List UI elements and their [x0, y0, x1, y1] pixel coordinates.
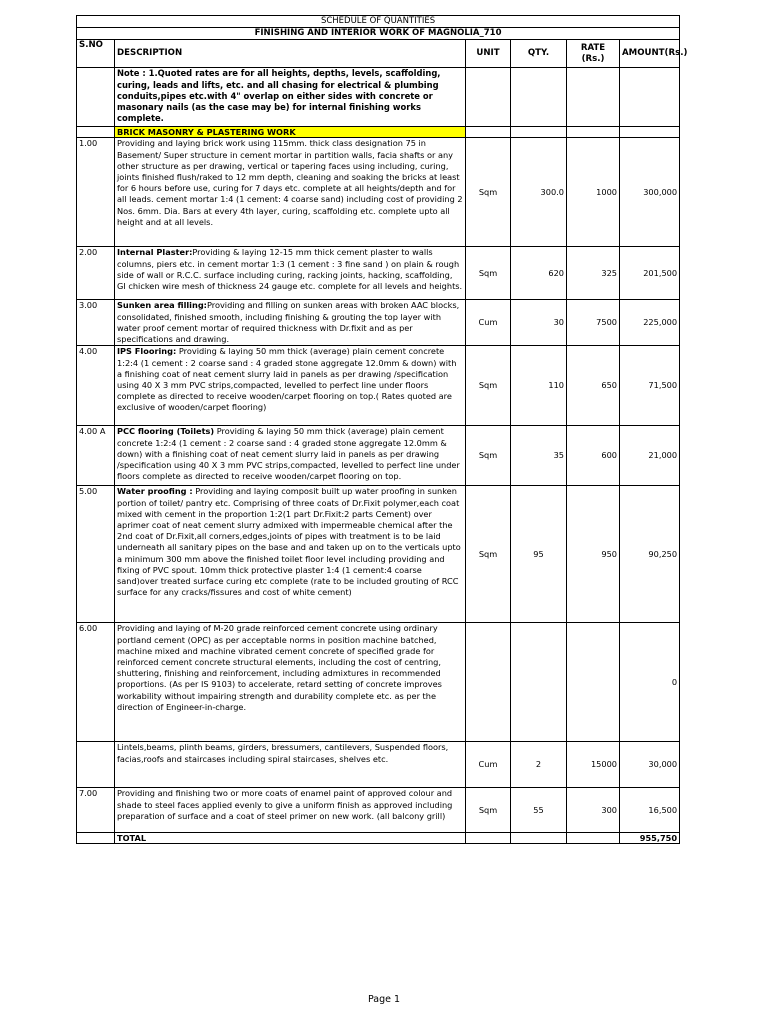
- table-row: [77, 247, 680, 300]
- item-qty: [511, 623, 567, 742]
- item-sno: 3.00: [77, 300, 115, 346]
- item-text: Providing and laying composit built up water proofing in sunken portion of toilet/ pantry etc. Comprising of three coats of Dr.Fixit polymer,each coat mixed with cement in the proportion 1:2(1 part Dr.Fixit:2 parts Cement) over aprimer coat of neat cement slurry admixed with impermeable chemical after the 2nd coat of Dr.Fixit,all corners,edges,joints of pipes with treatment is to be laid underneath all sanitary pipes on the base and and taken up on to the verticals upto a minimum 300 mm above the finished toilet floor level including providing and fixing of PVC spout. 10mm thick protective plaster 1:4 (1 cement:4 coarse sand)over treated surface curing etc complete (rate to be included grouting of RCC surface for any cracks/fissures and cost of white cement): [117, 486, 461, 598]
- table-row: [77, 138, 680, 247]
- item-unit: Sqm: [466, 247, 511, 300]
- item-unit: Sqm: [466, 346, 511, 426]
- item-lead: Internal Plaster:: [117, 247, 193, 258]
- item-text: Providing & laying 50 mm thick (average) plain cement concrete 1:2:4 (1 cement : 2 coarse sand : 4 graded stone aggregate 12.0mm & down) with a finishing coat of neat cement slurry laid in panels as per drawing /specification using 40 X 3 mm PVC strips,compacted, levelled to perfect line under floors complete as directed to receive wooden/carpet flooring on top.: [117, 426, 460, 482]
- table-row: [77, 426, 680, 486]
- item-sno: 5.00: [77, 486, 115, 623]
- item-description: [117, 788, 463, 832]
- section-row: [77, 127, 680, 138]
- item-qty: 35: [511, 426, 567, 486]
- table-row: [77, 486, 680, 623]
- total-row: [77, 833, 680, 844]
- item-text: Providing and laying brick work using 115mm. thick class designation 75 in Basement/ Super structure in cement mortar in partition walls, facia shafts or any other structure as per drawing, vertical or tapering faces using including, curing, joints finished flush/raked to 12 mm depth, cleaning and soaking the bricks at least for 6 hours before use, curing for 7 days etc. complete at all heights/depth and for all leads. cement mortar 1:4 (1 cement: 4 coarse sand) including cost of providing 2 Nos. 6mm. Dia. Bars at every 4th layer, curing, scaffolding etc. complete upto all height and at all levels.: [117, 138, 463, 227]
- item-unit: Sqm: [466, 138, 511, 247]
- item-rate: 325: [567, 247, 620, 300]
- item-sno: 4.00: [77, 346, 115, 426]
- header-sno: S.NO: [77, 40, 115, 68]
- boq-table: [76, 15, 688, 844]
- item-qty: 30: [511, 300, 567, 346]
- item-sno: 2.00: [77, 247, 115, 300]
- item-description: [117, 742, 463, 787]
- item-sno: 1.00: [77, 138, 115, 247]
- header-description: DESCRIPTION: [115, 40, 466, 68]
- item-amount: 16,500: [620, 788, 680, 833]
- item-description: [117, 247, 463, 299]
- item-text: Lintels,beams, plinth beams, girders, bressumers, cantilevers, Suspended floors, facias,roofs and staircases including spiral staircases, shelves etc.: [117, 742, 449, 764]
- header-row: [77, 40, 680, 68]
- note-text: Note : 1.Quoted rates are for all heights, depths, levels, scaffolding, curing, leads and lifts, etc. and all chasing for electrical & plumbing conduits,pipes etc.with 4" overlap on either sides with concrete or masonary nails (as the case may be) for internal finishing works complete.: [117, 68, 441, 124]
- item-sno: [77, 742, 115, 788]
- item-unit: Cum: [466, 742, 511, 788]
- schedule-title: SCHEDULE OF QUANTITIES: [77, 16, 680, 28]
- item-qty: 620: [511, 247, 567, 300]
- table-row: [77, 623, 680, 742]
- item-description: [117, 426, 463, 485]
- item-amount: 90,250: [620, 486, 680, 623]
- item-rate: 15000: [567, 742, 620, 788]
- item-amount: 21,000: [620, 426, 680, 486]
- item-rate: [567, 623, 620, 742]
- item-description: [117, 623, 463, 741]
- header-amount: AMOUNT(Rs.): [620, 40, 680, 68]
- section-title: BRICK MASONRY & PLASTERING WORK: [115, 127, 466, 138]
- item-qty: 300.0: [511, 138, 567, 247]
- item-unit: [466, 623, 511, 742]
- item-sno: 6.00: [77, 623, 115, 742]
- item-description: [117, 138, 463, 246]
- item-rate: 7500: [567, 300, 620, 346]
- header-unit: UNIT: [466, 40, 511, 68]
- item-sno: 4.00 A: [77, 426, 115, 486]
- table-row: [77, 742, 680, 788]
- item-rate: 1000: [567, 138, 620, 247]
- item-rate: 650: [567, 346, 620, 426]
- item-amount: 300,000: [620, 138, 680, 247]
- item-unit: Sqm: [466, 486, 511, 623]
- item-text: Providing and laying of M-20 grade reinforced cement concrete using ordinary portland cement (OPC) as per acceptable norms in position machine batched, machine mixed and machine vibrated cement concrete of specified grade for reinforced cement concrete structural elements, including the cost of centring, shuttering, finishing and reinforcement, including admixtures in recommended proportions. (As per IS 9103) to accelerate, retard setting of concrete improves workability without impairing strength and durability complete etc. as per the direction of Engineer-in-charge.: [117, 623, 442, 712]
- header-qty: QTY.: [511, 40, 567, 68]
- item-lead: IPS Flooring:: [117, 346, 177, 357]
- item-qty: 95: [511, 486, 567, 623]
- item-qty: 55: [511, 788, 567, 833]
- item-qty: 2: [511, 742, 567, 788]
- item-description: [117, 346, 463, 425]
- table-row: [77, 788, 680, 833]
- item-unit: Sqm: [466, 426, 511, 486]
- table-row: [77, 346, 680, 426]
- item-unit: Sqm: [466, 788, 511, 833]
- item-description: [117, 300, 463, 345]
- item-amount: 30,000: [620, 742, 680, 788]
- total-amount: 955,750: [620, 833, 680, 844]
- item-rate: 300: [567, 788, 620, 833]
- item-text: Providing & laying 50 mm thick (average) plain cement concrete 1:2:4 (1 cement : 2 coarse sand : 4 graded stone aggregate 12.0mm & down) with a finishing coat of neat cement slurry laid in panels as per drawing /specification using 40 X 3 mm PVC strips,compacted, levelled to perfect line under floors complete as directed to receive wooden/carpet flooring on top.( Rates quoted are exclusive of wooden/carpet flooring): [117, 346, 457, 413]
- item-unit: Cum: [466, 300, 511, 346]
- item-rate: 600: [567, 426, 620, 486]
- item-amount: 201,500: [620, 247, 680, 300]
- total-label: TOTAL: [115, 833, 466, 844]
- header-rate: RATE (Rs.): [567, 40, 620, 68]
- item-lead: PCC flooring (Toilets): [117, 426, 215, 437]
- item-lead: Sunken area filling:: [117, 300, 207, 311]
- item-qty: 110: [511, 346, 567, 426]
- item-rate: 950: [567, 486, 620, 623]
- item-description: [117, 486, 463, 622]
- page-number: Page 1: [367, 994, 401, 1005]
- note-row: [77, 68, 680, 127]
- item-amount: 0: [620, 623, 680, 742]
- item-text: Providing and filling on sunken areas with broken AAC blocks, consolidated, finished smooth, including finishing & grouting the top layer with water proof cement mortar of required thickness with Dr.fixit and as per specifications and drawing.: [117, 300, 460, 345]
- item-text: Providing & laying 12-15 mm thick cement plaster to walls columns, piers etc. in cement mortar 1:3 (1 cement : 3 fine sand ) on plain & rough side of wall or R.C.C. surface including curing, racking joints, hacking, scaffolding, GI chicken wire mesh of thickness 24 gauge etc. complete for all levels and heights.: [117, 247, 463, 292]
- table-row: [77, 300, 680, 346]
- item-lead: Water proofing :: [117, 486, 193, 497]
- item-amount: 71,500: [620, 346, 680, 426]
- item-amount: 225,000: [620, 300, 680, 346]
- project-title: FINISHING AND INTERIOR WORK OF MAGNOLIA_710: [77, 28, 680, 40]
- item-sno: 7.00: [77, 788, 115, 833]
- item-text: Providing and finishing two or more coats of enamel paint of approved colour and shade to steel faces applied evenly to give a uniform finish as approved including preparation of surface and a coat of steel primer on new work. (all balcony grill): [117, 788, 453, 821]
